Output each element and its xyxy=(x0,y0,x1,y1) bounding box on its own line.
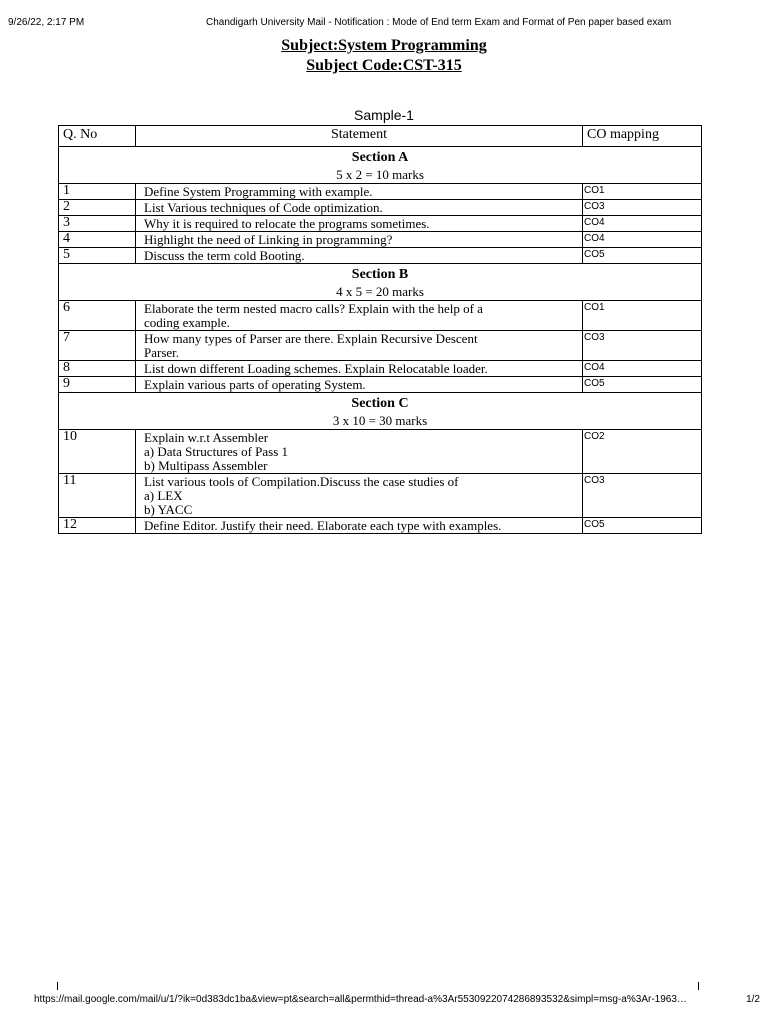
section-name: Section A xyxy=(351,150,409,165)
co-mapping: CO4 xyxy=(583,361,702,377)
statement-line: List various tools of Compilation.Discuss the case studies of xyxy=(144,474,459,489)
question-number: 9 xyxy=(59,377,136,393)
question-number: 11 xyxy=(59,474,136,518)
question-number: 7 xyxy=(59,331,136,361)
print-datetime: 9/26/22, 2:17 PM xyxy=(8,17,85,28)
question-number: 10 xyxy=(59,430,136,474)
page-margin-mark xyxy=(698,982,699,990)
question-statement xyxy=(136,474,583,518)
table-row xyxy=(59,331,702,361)
section-name: Section B xyxy=(351,267,409,282)
table-row xyxy=(59,216,702,232)
co-mapping: CO3 xyxy=(583,474,702,518)
table-row xyxy=(59,232,702,248)
table-row xyxy=(59,248,702,264)
print-title: Chandigarh University Mail - Notification : Mode of End term Exam and Format of Pen paper based exam xyxy=(206,17,672,28)
statement-line: b) YACC xyxy=(144,502,193,517)
table-row xyxy=(59,361,702,377)
section-row xyxy=(59,393,702,430)
header-co: CO mapping xyxy=(583,126,702,147)
statement-line: Highlight the need of Linking in programming? xyxy=(144,232,393,247)
sample-title: Sample-1 xyxy=(354,107,414,123)
question-statement xyxy=(136,248,583,264)
question-statement xyxy=(136,216,583,232)
statement-line: Why it is required to relocate the programs sometimes. xyxy=(144,216,430,231)
subject-code: Subject Code:CST-315 xyxy=(306,57,462,74)
co-mapping: CO4 xyxy=(583,232,702,248)
question-number: 5 xyxy=(59,248,136,264)
subject-block xyxy=(0,36,768,76)
header-qno: Q. No xyxy=(59,126,136,147)
statement-line: a) Data Structures of Pass 1 xyxy=(144,444,289,459)
statement-line: Explain various parts of operating System. xyxy=(144,377,366,392)
statement-line: List Various techniques of Code optimization. xyxy=(144,200,383,215)
statement-line: List down different Loading schemes. Explain Relocatable loader. xyxy=(144,361,488,376)
table-row xyxy=(59,430,702,474)
co-mapping: CO1 xyxy=(583,184,702,200)
section-name: Section C xyxy=(351,396,409,411)
question-statement xyxy=(136,430,583,474)
subject-name: Subject:System Programming xyxy=(281,37,487,54)
section-marks: 3 x 10 = 30 marks xyxy=(332,413,428,428)
section-row xyxy=(59,147,702,184)
page-margin-mark xyxy=(57,982,58,990)
statement-line: How many types of Parser are there. Explain Recursive Descent xyxy=(144,331,478,346)
co-mapping: CO5 xyxy=(583,518,702,534)
table-header-row xyxy=(59,126,702,147)
section-row xyxy=(59,264,702,301)
co-mapping: CO1 xyxy=(583,301,702,331)
section-marks: 5 x 2 = 10 marks xyxy=(336,167,424,182)
co-mapping: CO3 xyxy=(583,200,702,216)
question-number: 8 xyxy=(59,361,136,377)
co-mapping: CO4 xyxy=(583,216,702,232)
table-row xyxy=(59,474,702,518)
section-marks: 4 x 5 = 20 marks xyxy=(336,284,424,299)
print-url: https://mail.google.com/mail/u/1/?ik=0d383dc1ba&view=pt&search=all&permthid=thread-a%3Ar5530922074286893532&simpl=msg-a%3Ar-1963… xyxy=(34,994,687,1005)
question-statement xyxy=(136,518,583,534)
question-statement xyxy=(136,301,583,331)
statement-line: b) Multipass Assembler xyxy=(144,458,268,473)
statement-line: Elaborate the term nested macro calls? Explain with the help of a xyxy=(144,301,483,316)
question-number: 6 xyxy=(59,301,136,331)
question-table-body xyxy=(59,147,702,534)
statement-line: Parser. xyxy=(144,345,180,360)
question-statement xyxy=(136,200,583,216)
statement-line: coding example. xyxy=(144,315,230,330)
header-statement: Statement xyxy=(136,126,583,147)
co-mapping: CO3 xyxy=(583,331,702,361)
question-number: 4 xyxy=(59,232,136,248)
question-statement xyxy=(136,184,583,200)
question-statement xyxy=(136,361,583,377)
table-row xyxy=(59,377,702,393)
page-number: 1/2 xyxy=(746,994,760,1005)
statement-line: Define Editor. Justify their need. Elaborate each type with examples. xyxy=(144,518,502,533)
table-row xyxy=(59,518,702,534)
question-number: 1 xyxy=(59,184,136,200)
statement-line: Discuss the term cold Booting. xyxy=(144,248,305,263)
section-heading xyxy=(59,264,702,301)
question-number: 12 xyxy=(59,518,136,534)
print-header xyxy=(8,16,760,30)
question-statement xyxy=(136,331,583,361)
co-mapping: CO2 xyxy=(583,430,702,474)
statement-line: a) LEX xyxy=(144,488,183,503)
question-statement xyxy=(136,377,583,393)
table-row xyxy=(59,184,702,200)
statement-line: Define System Programming with example. xyxy=(144,184,373,199)
question-number: 3 xyxy=(59,216,136,232)
co-mapping: CO5 xyxy=(583,377,702,393)
statement-line: Explain w.r.t Assembler xyxy=(144,430,269,445)
question-table xyxy=(58,125,702,534)
section-heading xyxy=(59,393,702,430)
table-row xyxy=(59,301,702,331)
question-statement xyxy=(136,232,583,248)
table-row xyxy=(59,200,702,216)
question-number: 2 xyxy=(59,200,136,216)
co-mapping: CO5 xyxy=(583,248,702,264)
section-heading xyxy=(59,147,702,184)
